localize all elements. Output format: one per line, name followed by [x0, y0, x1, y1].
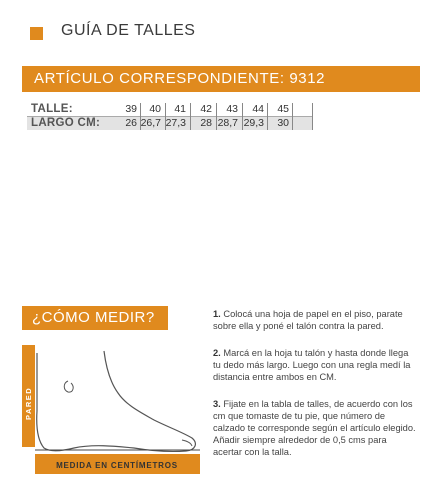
- column-divider: [267, 103, 268, 130]
- size-cell: 43: [226, 103, 238, 115]
- step-item: [213, 347, 418, 383]
- column-divider: [242, 103, 243, 130]
- column-divider: [165, 103, 166, 130]
- size-cell: 42: [200, 103, 212, 115]
- article-banner: ARTÍCULO CORRESPONDIENTE: 9312: [22, 66, 420, 92]
- how-to-measure-banner: ¿CÓMO MEDIR?: [22, 306, 168, 330]
- foot-measure-diagram: [22, 345, 200, 475]
- step-item: [213, 398, 418, 458]
- step-text: Fijate en la tabla de talles, de acuerdo con los cm que tomaste de tu pie, que número de calzado te corresponde según el artículo elegido. Añadir siempre alrededor de 0,5 cms para acertar con la talla.: [213, 399, 416, 457]
- step-item: [213, 308, 418, 332]
- length-cell: 30: [277, 117, 289, 129]
- length-cell: 28,7: [217, 117, 238, 129]
- length-cell: 26,7: [140, 117, 161, 129]
- size-cell: 39: [125, 103, 137, 115]
- row-divider: [27, 116, 313, 117]
- length-cell: 29,3: [243, 117, 264, 129]
- step-text: Marcá en la hoja tu talón y hasta donde llega tu dedo más largo. Luego con una regla medí la distancia entre ambos en CM.: [213, 348, 411, 382]
- orange-square-icon: [30, 27, 43, 40]
- column-divider: [292, 103, 293, 130]
- size-row-label: TALLE:: [31, 103, 73, 115]
- size-table: [27, 103, 313, 130]
- length-cell: 27,3: [165, 117, 186, 129]
- step-number: 1.: [213, 309, 221, 319]
- wall-label: PARED: [24, 386, 33, 420]
- measure-label: MEDIDA EN CENTÍMETROS: [56, 461, 178, 470]
- instructions-list: [213, 308, 418, 473]
- toe-nail: [182, 440, 192, 446]
- size-cell: 41: [174, 103, 186, 115]
- length-cell: 28: [200, 117, 212, 129]
- size-cell: 44: [252, 103, 264, 115]
- page-title: GUÍA DE TALLES: [61, 22, 196, 39]
- size-cell: 40: [149, 103, 161, 115]
- column-divider: [312, 103, 313, 130]
- foot-outline: [37, 351, 196, 451]
- size-row: [27, 103, 313, 116]
- step-text: Colocá una hoja de papel en el piso, parate sobre ella y poné el talón contra la pared.: [213, 309, 403, 331]
- column-divider: [216, 103, 217, 130]
- size-cell: 45: [277, 103, 289, 115]
- column-divider: [140, 103, 141, 130]
- length-row-label: LARGO CM:: [31, 117, 101, 129]
- ankle-bone: [64, 381, 73, 392]
- column-divider: [190, 103, 191, 130]
- length-cell: 26: [125, 117, 137, 129]
- step-number: 3.: [213, 399, 221, 409]
- step-number: 2.: [213, 348, 221, 358]
- length-row: [27, 117, 313, 130]
